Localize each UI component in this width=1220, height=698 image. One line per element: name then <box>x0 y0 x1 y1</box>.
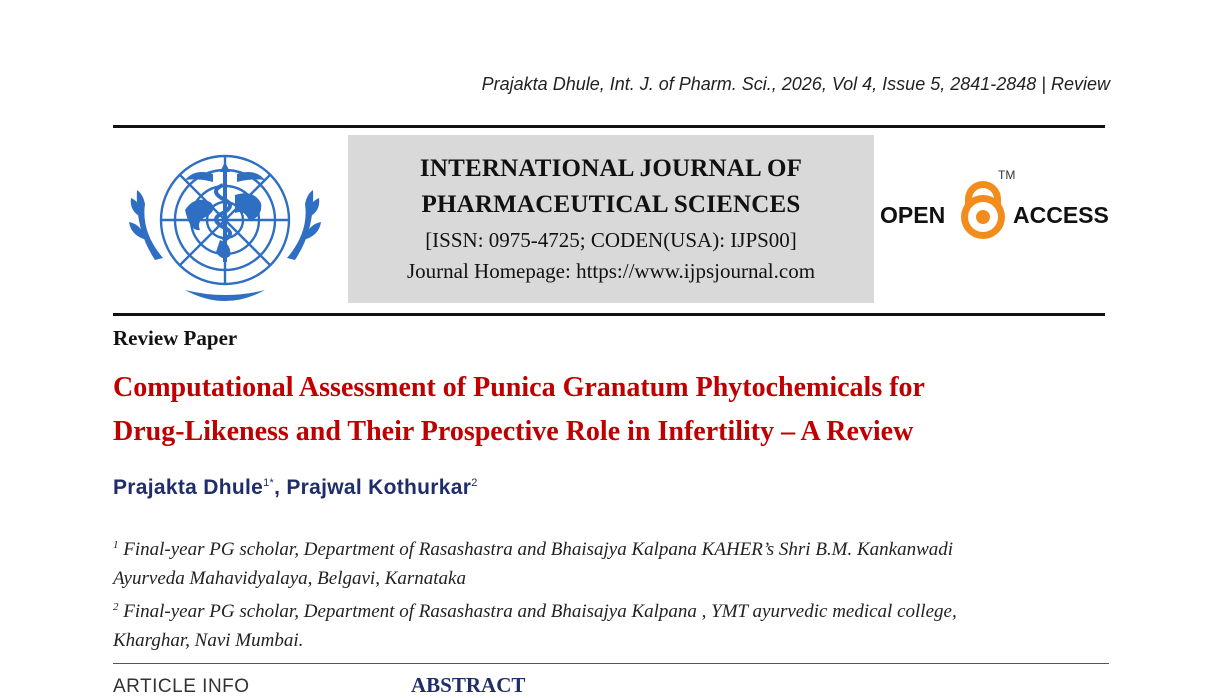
abstract-heading: ABSTRACT <box>411 673 526 697</box>
affiliation-mark: 2 <box>113 601 119 613</box>
paper-title-line: Computational Assessment of Punica Granatum Phytochemicals for <box>113 372 925 403</box>
affiliation-line: Kharghar, Navi Mumbai. <box>113 630 304 651</box>
section-divider <box>113 663 1109 664</box>
journal-issn: [ISSN: 0975-4725; CODEN(USA): IJPS00] <box>425 228 797 252</box>
paper-title <box>113 366 1113 454</box>
open-access-logo <box>880 165 1110 255</box>
affiliation-line: Ayurveda Mahavidyalaya, Belgavi, Karnataka <box>113 568 466 589</box>
open-access-open-text: OPEN <box>880 202 946 228</box>
author-name: Prajakta Dhule <box>113 476 264 499</box>
journal-title-line: INTERNATIONAL JOURNAL OF <box>419 155 803 182</box>
top-divider <box>113 125 1105 128</box>
open-access-lock-icon <box>961 181 1005 239</box>
affiliation-line <box>113 593 1113 626</box>
journal-homepage: Journal Homepage: https://www.ijpsjournal.com <box>406 259 816 283</box>
journal-title <box>348 151 874 223</box>
affiliation-text: Final-year PG scholar, Department of Rasashastra and Bhaisajya Kalpana , YMT ayurvedic medical college, <box>123 601 957 622</box>
author-affiliation-mark: 1* <box>263 477 275 489</box>
affiliation-mark: 1 <box>113 539 119 551</box>
article-info-heading: ARTICLE INFO <box>113 676 250 697</box>
journal-masthead <box>348 135 874 303</box>
journal-title-line: PHARMACEUTICAL SCIENCES <box>421 191 801 218</box>
trademark-mark: TM <box>998 168 1016 182</box>
author-separator: , <box>274 476 287 499</box>
journal-emblem-icon <box>125 140 325 304</box>
paper-title-line: Drug-Likeness and Their Prospective Role in Infertility – A Review <box>113 416 914 447</box>
author-affiliation-mark: 2 <box>471 477 478 489</box>
paper-type-label: Review Paper <box>113 326 238 350</box>
affiliation-line <box>113 531 1113 564</box>
author-name: Prajwal Kothurkar <box>286 476 472 499</box>
affiliation-list <box>113 531 1113 655</box>
open-access-access-text: ACCESS <box>1013 202 1109 228</box>
affiliation-text: Final-year PG scholar, Department of Rasashastra and Bhaisajya Kalpana KAHER’s Shri B.M. Kankanwadi <box>123 539 954 560</box>
author-list <box>113 476 478 500</box>
masthead-divider <box>113 313 1105 316</box>
citation-line: Prajakta Dhule, Int. J. of Pharm. Sci., 2026, Vol 4, Issue 5, 2841-2848 | Review <box>481 74 1110 94</box>
